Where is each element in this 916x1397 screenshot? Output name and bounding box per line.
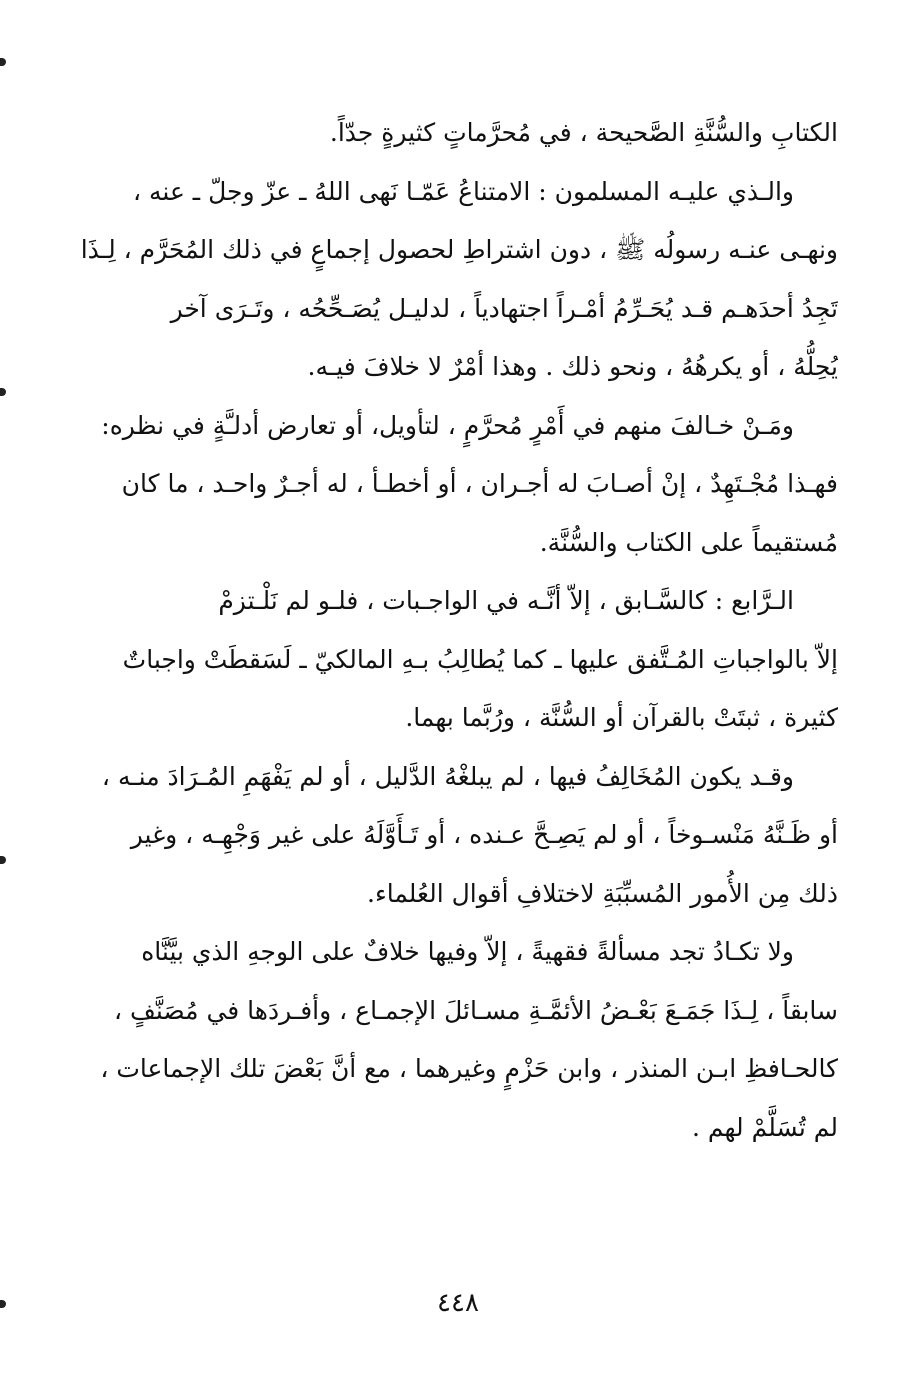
text-line: وقـد يكون المُخَالِفُ فيها ، لم يبلغْهُ الدَّليل ، أو لم يَفْهَمِ المُـرَادَ منـه ، [101, 761, 794, 791]
text-line: كثيرة ، ثبتَتْ بالقرآن أو السُّنَّة ، ورُبَّما بهما. [405, 703, 838, 732]
page-body-text [48, 104, 838, 1157]
paragraph-fourth [48, 572, 838, 748]
scan-edge-mark [0, 58, 6, 66]
text-line: إلاّ بالواجباتِ المُـتَّفق عليها ـ كما يُطالِبُ بـهِ المالكيّ ـ لَسَقطَتْ واجباتٌ [122, 644, 838, 674]
text-line: الكتابِ والسُّنَّةِ الصَّحيحة ، في مُحرَّماتٍ كثيرةٍ جدّاً. [329, 118, 838, 147]
text-line: ومَـنْ خـالفَ منهم في أَمْرٍ مُحرَّمٍ ، لتأويل، أو تعارض أدلـَّةٍ في نظره: [101, 410, 794, 440]
text-line: فهـذا مُجْـتَهِدٌ ، إنْ أصـابَ له أجـران ، أو أخطـأ ، له أجـرٌ واحـد ، ما كان [121, 469, 838, 498]
paragraph-ijma [48, 923, 838, 1157]
paragraph-mujtahid [48, 397, 838, 573]
text-line: مُستقيماً على الكتاب والسُّنَّة. [539, 527, 838, 557]
text-line: ونهـى عنـه رسولُه ﷺ ، دون اشتراطِ لحصول إجماعٍ في ذلك المُحَرَّم ، لِـذَا [80, 235, 838, 264]
scan-edge-mark [0, 388, 6, 396]
text-line: أو ظَـنَّهُ مَنْسـوخاً ، أو لم يَصِـحَّ عـنده ، أو تَـأَوَّلَهُ على غير وَجْهِـه ، وغير [130, 820, 838, 849]
page-number: ٤٤٨ [437, 1288, 479, 1318]
paragraph-consensus [48, 163, 838, 397]
text-line: لم تُسَلَّمْ لهم . [692, 1112, 838, 1142]
text-line: سابقاً ، لِـذَا جَمَـعَ بَعْـضُ الأئمَّـةِ مسـائلَ الإجمـاع ، وأفـردَها في مُصَنَّفٍ ، [113, 995, 838, 1025]
text-line: ولا تكـادُ تجد مسألةً فقهيةً ، إلاّ وفيها خلافٌ على الوجهِ الذي بيَّنَّاه [141, 937, 794, 966]
scan-edge-mark [0, 856, 6, 864]
text-line: كالحـافظِ ابـن المنذر ، وابن حَزْمٍ وغيرهما ، مع أنَّ بَعْضَ تلك الإجماعات ، [100, 1054, 838, 1083]
text-line: ذلك مِن الأُمور المُسبِّبَةِ لاختلافِ أقوال العُلماء. [367, 878, 838, 908]
text-line: الـرَّابع : كالسَّـابق ، إلاّ أنَّـه في الواجـبات ، فلـو لم نَلْـتزمْ [218, 586, 794, 615]
text-line: والـذي عليـه المسلمون : الامتناعُ عَمّـا نَهى اللهُ ـ عزّ وجلّ ـ عنه ، [132, 176, 794, 206]
text-line: يُحِلُّهُ ، أو يكرهُهُ ، ونحو ذلك . وهذا أمْرٌ لا خلافَ فيـه. [307, 352, 838, 381]
paragraph-continuation [48, 104, 838, 163]
paragraph-dissenter [48, 748, 838, 924]
text-line: تَجِدُ أحدَهـم قـد يُحَـرِّمُ أمْـراً اجتهادياً ، لدليـل يُصَـحِّحُه ، وتَـرَى آخر [170, 293, 838, 323]
